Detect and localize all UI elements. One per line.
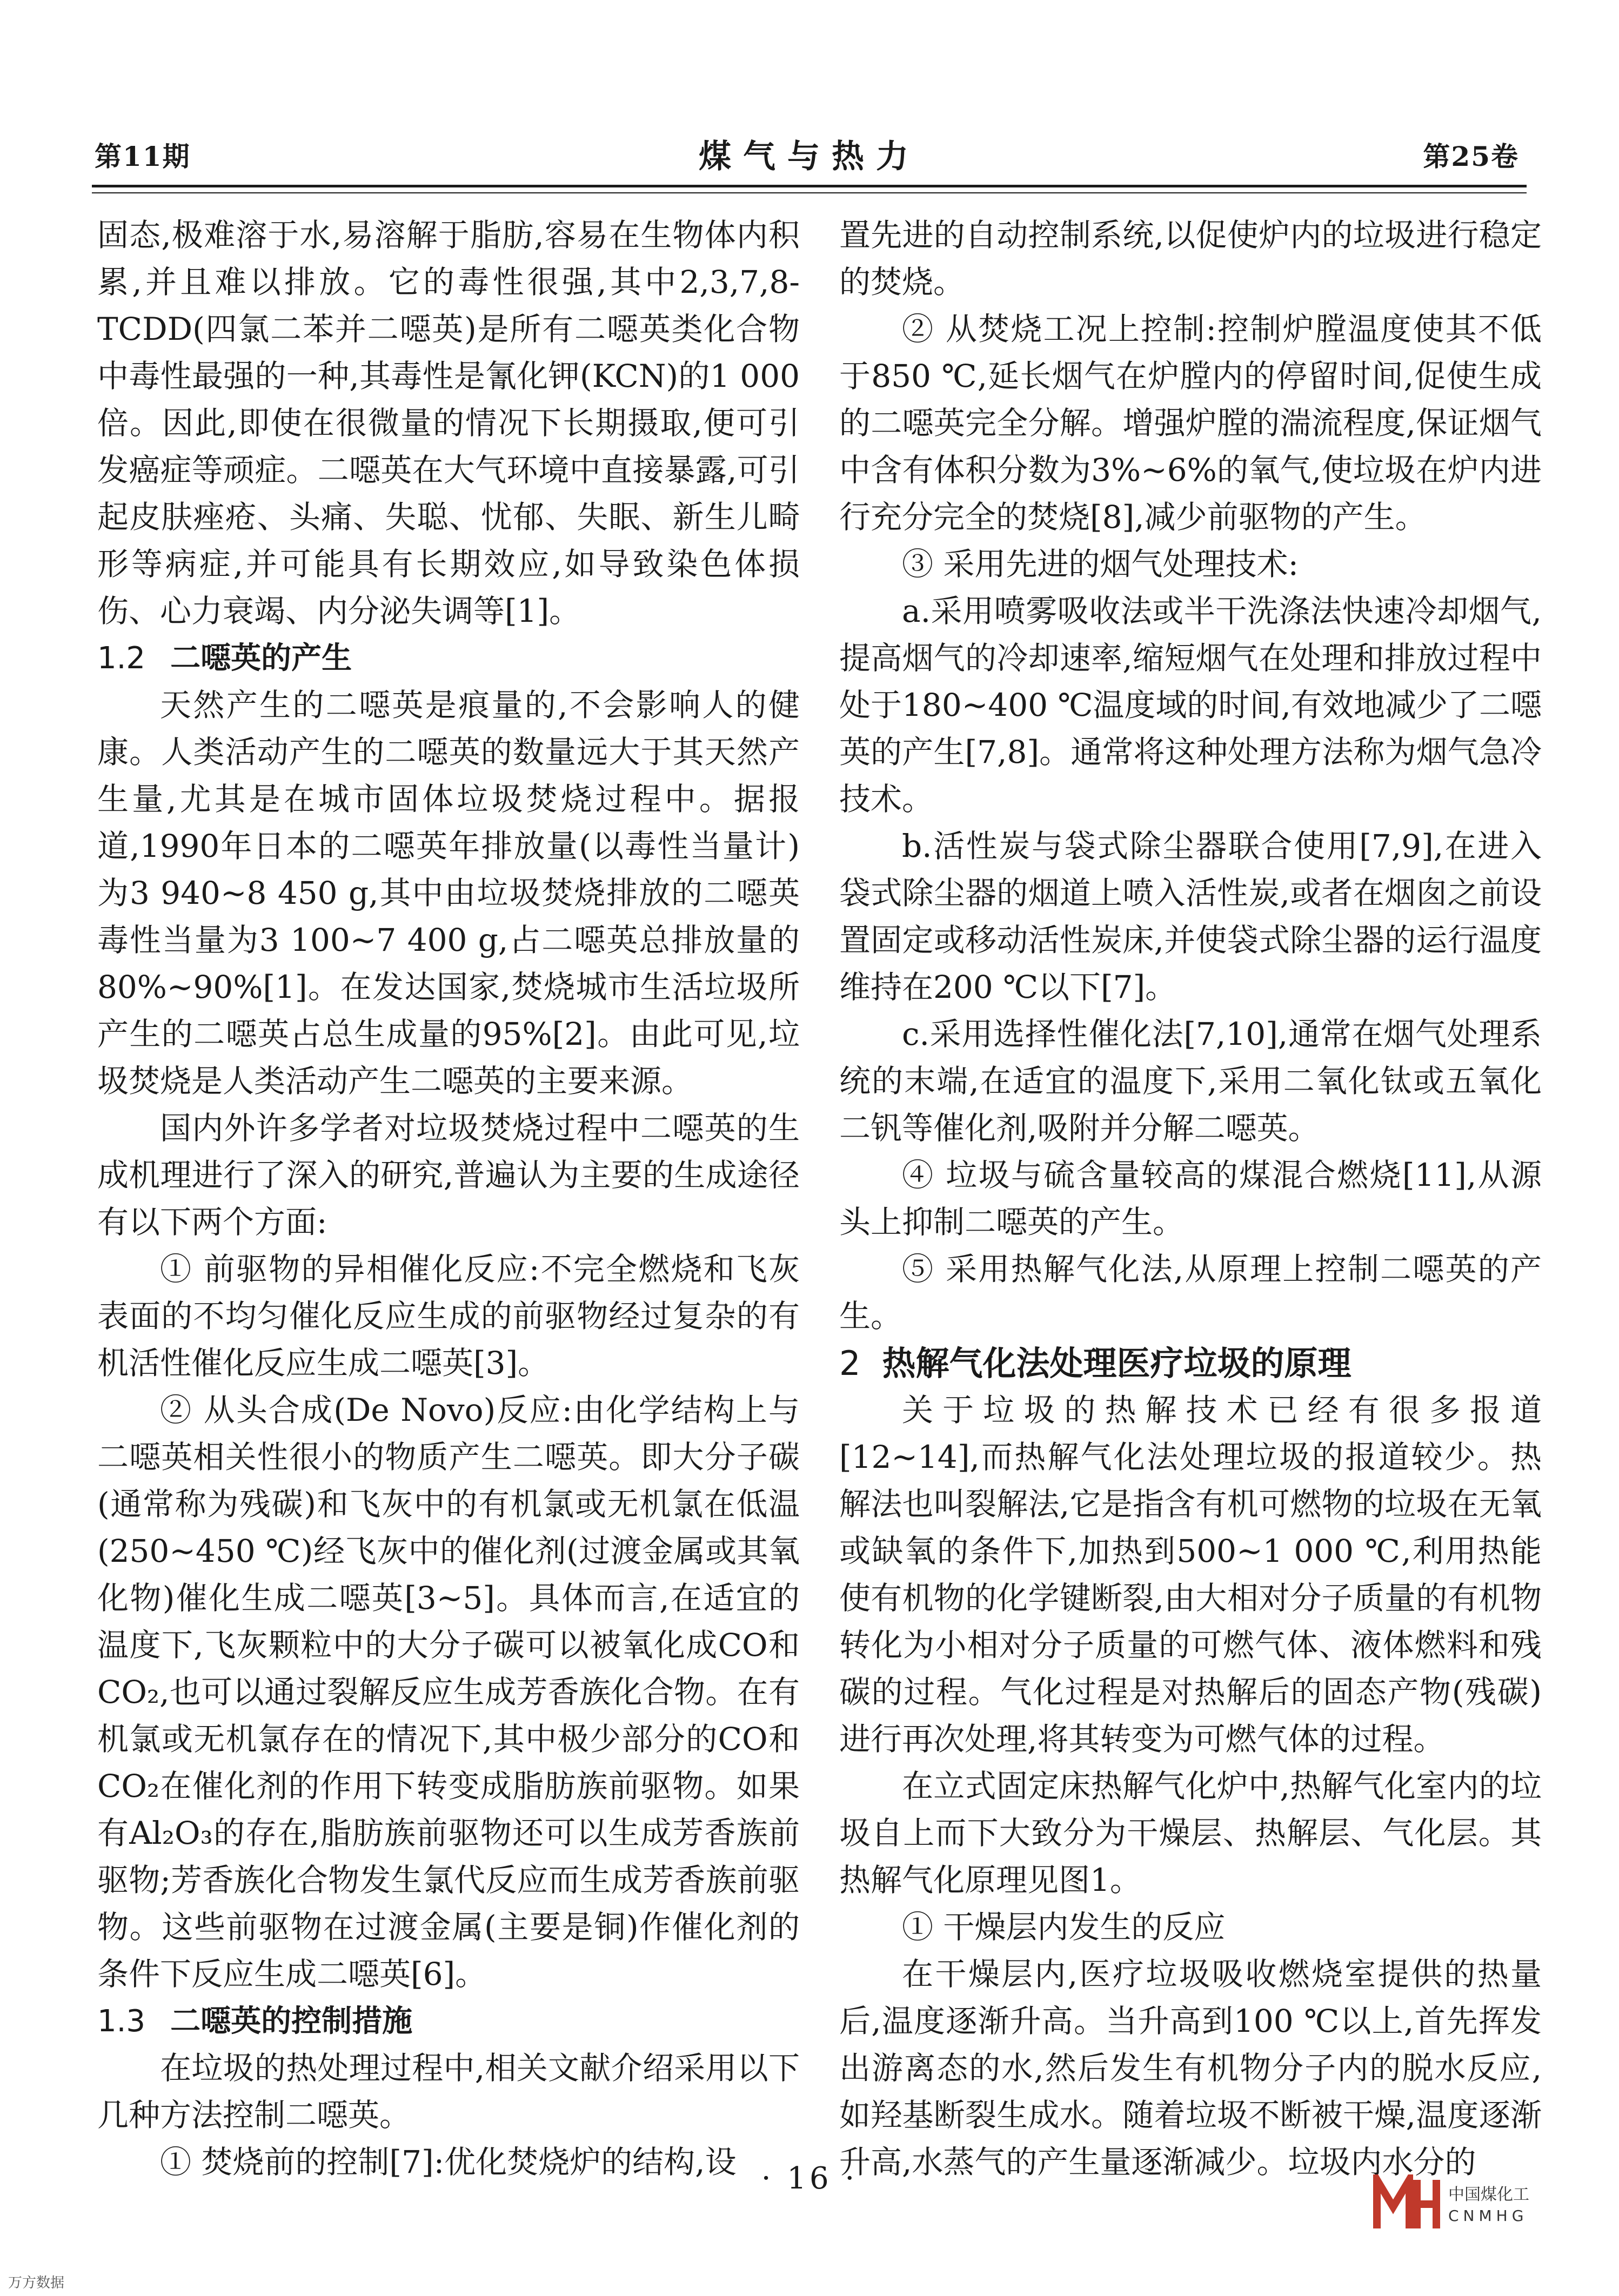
paragraph: a.采用喷雾吸收法或半干洗涤法快速冷却烟气,提高烟气的冷却速率,缩短烟气在处理和排放过程中处于180~400 ℃温度域的时间,有效地减少了二噁英的产生[7,8]。通常将这种处理方法称为烟气急冷技术。 <box>839 593 1542 817</box>
paragraph: ① 干燥层内发生的反应 <box>902 1909 1226 1945</box>
heading-text: 二噁英的控制措施 <box>170 2004 413 2039</box>
subsection-heading <box>97 635 800 682</box>
paragraph: 在干燥层内,医疗垃圾吸收燃烧室提供的热量后,温度逐渐升高。当升高到100 ℃以上,首先挥发出游离态的水,然后发生有机物分子内的脱水反应,如羟基断裂生成水。随着垃圾不断被干燥,温度逐渐升高,水蒸气的产生量逐渐减少。垃圾内水分的 <box>839 1956 1542 2180</box>
paragraph: 关于垃圾的热解技术已经有很多报道[12~14],而热解气化法处理垃圾的报道较少。热解法也叫裂解法,它是指含有机可燃物的垃圾在无氧或缺氧的条件下,加热到500~1 000 ℃,利用热能使有机物的化学键断裂,由大相对分子质量的有机物转化为小相对分子质量的可燃气体、液体燃料和残碳的过程。气化过程是对热解后的固态产物(残碳)进行再次处理,将其转变为可燃气体的过程。 <box>839 1392 1542 1757</box>
heading-number: 1.3 <box>97 2004 146 2039</box>
paragraph: ④ 垃圾与硫含量较高的煤混合燃烧[11],从源头上抑制二噁英的产生。 <box>839 1157 1542 1240</box>
paragraph: 固态,极难溶于水,易溶解于脂肪,容易在生物体内积累,并且难以排放。它的毒性很强,其中2,3,7,8-TCDD(四氯二苯并二噁英)是所有二噁英类化合物中毒性最强的一种,其毒性是氰化钾(KCN)的1 000倍。因此,即使在很微量的情况下长期摄取,便可引发癌症等顽症。二噁英在大气环境中直接暴露,可引起皮肤痤疮、头痛、失聪、忧郁、失眠、新生儿畸形等病症,并可能具有长期效应,如导致染色体损伤、心力衰竭、内分泌失调等[1]。 <box>97 217 800 629</box>
header-rule-thin <box>92 192 1527 193</box>
paragraph: b.活性炭与袋式除尘器联合使用[7,9],在进入袋式除尘器的烟道上喷入活性炭,或者在烟囱之前设置固定或移动活性炭床,并使袋式除尘器的运行温度维持在200 ℃以下[7]。 <box>839 828 1542 1005</box>
paragraph: ① 焚烧前的控制[7]:优化焚烧炉的结构,设 <box>160 2144 737 2180</box>
heading-text: 二噁英的产生 <box>170 641 352 676</box>
paragraph: c.采用选择性催化法[7,10],通常在烟气处理系统的末端,在适宜的温度下,采用二氧化钛或五氧化二钒等催化剂,吸附并分解二噁英。 <box>839 1016 1542 1146</box>
logo-mark-icon <box>1373 2174 1440 2234</box>
page-number: · 16 · <box>761 2161 858 2196</box>
paragraph: ① 前驱物的异相催化反应:不完全燃烧和飞灰表面的不均匀催化反应生成的前驱物经过复杂的有机活性催化反应生成二噁英[3]。 <box>97 1251 800 1381</box>
right-column <box>839 212 1542 2186</box>
heading-number: 2 <box>839 1344 861 1383</box>
logo-en-text: CNMHG <box>1448 2207 1528 2225</box>
paragraph: 置先进的自动控制系统,以促使炉内的垃圾进行稳定的焚烧。 <box>839 217 1542 300</box>
logo-cn-text: 中国煤化工 <box>1448 2185 1529 2204</box>
paragraph: ② 从焚烧工况上控制:控制炉膛温度使其不低于850 ℃,延长烟气在炉膛内的停留时间,促使生成的二噁英完全分解。增强炉膛的湍流程度,保证烟气中含有体积分数为3%~6%的氧气,使垃圾在炉内进行充分完全的焚烧[8],减少前驱物的产生。 <box>839 311 1542 535</box>
paragraph: 在垃圾的热处理过程中,相关文献介绍采用以下几种方法控制二噁英。 <box>97 2050 800 2133</box>
left-column <box>97 212 800 2186</box>
subsection-heading <box>97 1998 800 2045</box>
journal-title: 煤气与热力 <box>699 138 920 176</box>
paragraph: 在立式固定床热解气化炉中,热解气化室内的垃圾自上而下大致分为干燥层、热解层、气化层。其热解气化原理见图1。 <box>839 1768 1542 1898</box>
footer-watermark: 万方数据 <box>8 2275 65 2291</box>
paragraph: ③ 采用先进的烟气处理技术: <box>902 546 1299 582</box>
paragraph: 国内外许多学者对垃圾焚烧过程中二噁英的生成机理进行了深入的研究,普遍认为主要的生成途径有以下两个方面: <box>97 1110 800 1240</box>
heading-text: 热解气化法处理医疗垃圾的原理 <box>882 1344 1352 1383</box>
paragraph: 天然产生的二噁英是痕量的,不会影响人的健康。人类活动产生的二噁英的数量远大于其天然产生量,尤其是在城市固体垃圾焚烧过程中。据报道,1990年日本的二噁英年排放量(以毒性当量计)为3 940~8 450 g,其中由垃圾焚烧排放的二噁英毒性当量为3 100~7 400 g,占二噁英总排放量的80%~90%[1]。在发达国家,焚烧城市生活垃圾所产生的二噁英占总生成量的95%[2]。由此可见,垃圾焚烧是人类活动产生二噁英的主要来源。 <box>97 687 800 1099</box>
publisher-logo <box>1373 2174 1535 2234</box>
paragraph: ⑤ 采用热解气化法,从原理上控制二噁英的产生。 <box>839 1251 1542 1334</box>
issue-number: 第11期 <box>95 140 191 172</box>
volume-number: 第25卷 <box>1423 140 1519 172</box>
section-heading <box>839 1340 1542 1387</box>
paragraph: ② 从头合成(De Novo)反应:由化学结构上与二噁英相关性很小的物质产生二噁英。即大分子碳(通常称为残碳)和飞灰中的有机氯或无机氯在低温(250~450 ℃)经飞灰中的催化剂(过渡金属或其氧化物)催化生成二噁英[3~5]。具体而言,在适宜的温度下,飞灰颗粒中的大分子碳可以被氧化成CO和CO₂,也可以通过裂解反应生成芳香族化合物。在有机氯或无机氯存在的情况下,其中极少部分的CO和CO₂在催化剂的作用下转变成脂肪族前驱物。如果有Al₂O₃的存在,脂肪族前驱物还可以生成芳香族前驱物;芳香族化合物发生氯代反应而生成芳香族前驱物。这些前驱物在过渡金属(主要是铜)作催化剂的条件下反应生成二噁英[6]。 <box>97 1392 800 1992</box>
header-rule-thick <box>92 185 1527 187</box>
heading-number: 1.2 <box>97 641 146 676</box>
